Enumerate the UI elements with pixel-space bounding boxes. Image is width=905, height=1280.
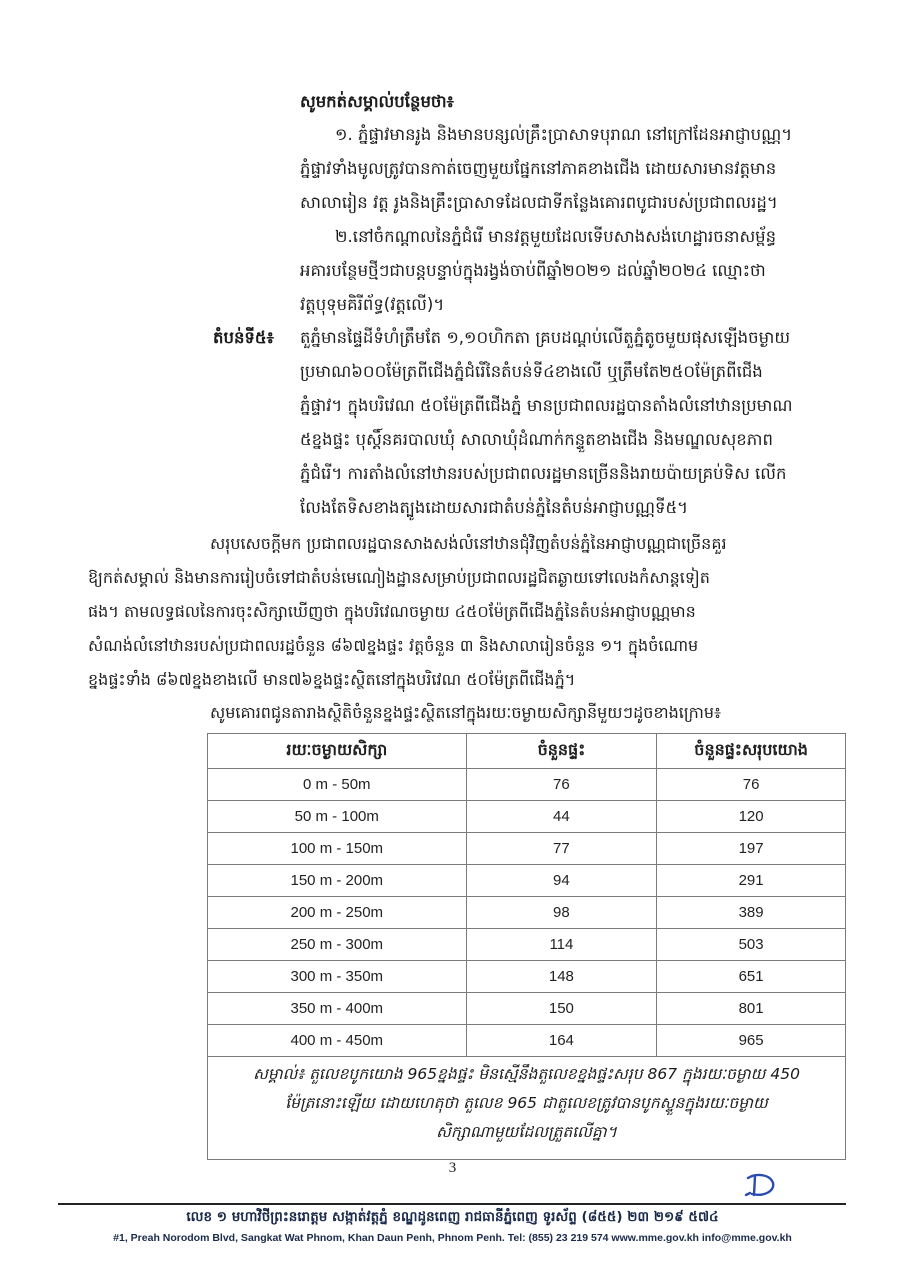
paragraph-line: ភ្នំផ្ទាវទាំងមូលត្រូវបានកាត់ចេញមួយផ្នែកនៅភាគខាងជើង ដោយសារមានវត្តមាន [300,159,777,178]
footer-divider [58,1203,846,1205]
cell-houses: 44 [466,801,657,833]
footer-address-english: #1, Preah Norodom Blvd, Sangkat Wat Phnom, Khan Daun Penh, Phnom Penh. Tel: (855) 23 219 574 www.mme.gov.kh info@mme.gov.kh [113,1232,792,1244]
table-row [208,897,846,929]
paragraph-line: សំណង់លំនៅឋានរបស់ប្រជាពលរដ្ឋចំនួន ៨៦៧ខ្នងផ្ទះ វត្តចំនួន ៣ និងសាលារៀនចំនួន ១។ ក្នុងចំណោម [88,636,699,655]
cell-distance: 250 m - 300m [208,929,467,961]
table-row [208,929,846,961]
paragraph-line: ខ្នងផ្ទះទាំង ៨៦៧ខ្នងខាងលើ មាន៧៦ខ្នងផ្ទះស្ថិតនៅក្នុងបរិវេណ ៥០ម៉ែត្រពីជើងភ្នំ។ [88,670,576,689]
cell-houses: 148 [466,961,657,993]
cell-cumulative: 389 [657,897,846,929]
cell-cumulative: 76 [657,769,846,801]
cell-houses: 114 [466,929,657,961]
section-heading: សូមកត់សម្គាល់បន្ថែមថា៖ [300,92,454,111]
distance-house-table [207,733,846,1057]
cell-distance: 350 m - 400m [208,993,467,1025]
cell-distance: 100 m - 150m [208,833,467,865]
cell-cumulative: 801 [657,993,846,1025]
paragraph-line: សូមគោរពជូនតារាងស្ថិតិចំនួនខ្នងផ្ទះស្ថិតនៅក្នុងរយៈចម្ងាយសិក្សានីមួយៗដូចខាងក្រោម៖ [210,703,722,722]
paragraph-line: តួភ្នំមានផ្ទៃដីទំហំត្រឹមតែ ១,១០ហិកតា គ្របដណ្ដប់លើតួភ្នំតូចមួយផុសឡើងចម្ងាយ [300,328,791,347]
footer-address-khmer: លេខ ១ មហាវិថីព្រះនរោត្តម សង្កាត់វត្តភ្នំ ខណ្ឌដូនពេញ រាជធានីភ្នំពេញ ទូរស័ព្ទ (៨៥៥) ២៣ ២១៩ ៥៧៤ [186,1209,719,1225]
cell-cumulative: 291 [657,865,846,897]
paragraph-line: ២.នៅចំកណ្ដាលនៃភ្នំជំរើ មានវត្តមួយដែលទើបសាងសង់ហេដ្ឋារចនាសម្ព័ន្ធ [335,227,777,246]
table-note [207,1052,846,1160]
page-number: 3 [448,1160,457,1176]
note-line: សម្គាល់៖ តួលេខបូកយោង 965ខ្នងផ្ទះ មិនស្មើនឹងតួលេខខ្នងផ្ទះសរុប 867 ក្នុងរយៈចម្ងាយ 450 [253,1065,800,1083]
cell-cumulative: 503 [657,929,846,961]
table-row [208,801,846,833]
note-line: សិក្សាណាមួយដែលត្រួតលើគ្នា។ [436,1123,617,1141]
cell-houses: 98 [466,897,657,929]
cell-cumulative: 651 [657,961,846,993]
cell-houses: 94 [466,865,657,897]
paragraph-line: សាលារៀន វត្ត រូងនិងគ្រឹះប្រាសាទដែលជាទីកន្លែងគោរពបូជារបស់ប្រជាពលរដ្ឋ។ [300,193,778,212]
paragraph-line: សរុបសេចក្ដីមក ប្រជាពលរដ្ឋបានសាងសង់លំនៅឋានជុំវិញតំបន់ភ្នំនៃអាជ្ញាបណ្ណជាច្រើនគួរ [210,534,727,553]
note-line: ម៉ែត្រនោះឡើយ ដោយហេតុថា តួលេខ 965 ជាតួលេខត្រូវបានបូកស្ទួនក្នុងរយៈចម្ងាយ [285,1094,768,1112]
paragraph-line: ផង។ តាមលទ្ធផលនៃការចុះសិក្សាឃើញថា ក្នុងបរិវេណចម្ងាយ ៤៥០ម៉ែត្រពីជើងភ្នំនៃតំបន់អាជ្ញាបណ្ណមាន [88,602,696,621]
cell-distance: 0 m - 50m [208,769,467,801]
table-row [208,961,846,993]
col-header-houses: ចំនួនផ្ទះ [466,734,657,769]
paragraph-line: វត្តបុទុមគិរីព័ទ្ធ(វត្តលើ)។ [300,295,445,314]
cell-houses: 76 [466,769,657,801]
cell-distance: 150 m - 200m [208,865,467,897]
paragraph-line: អគារបន្ថែមថ្មីៗជាបន្តបន្ទាប់ក្នុងរង្វង់ចាប់ពីឆ្នាំ២០២១ ដល់ឆ្នាំ២០២៤ ឈ្មោះថា [300,261,766,280]
table-row [208,769,846,801]
paragraph-line: ភ្នំជំរើ។ ការតាំងលំនៅឋានរបស់ប្រជាពលរដ្ឋមានច្រើននិងរាយប៉ាយគ្រប់ទិស លើក [300,464,787,483]
cell-distance: 50 m - 100m [208,801,467,833]
signature-initial-icon [742,1170,782,1200]
cell-houses: 150 [466,993,657,1025]
paragraph-line: ៥ខ្នងផ្ទះ បុស្តិ៍នគរបាលឃុំ សាលាឃុំដំណាក់កន្ទួតខាងជើង និងមណ្ឌលសុខភាព [300,430,773,449]
col-header-cumulative: ចំនួនផ្ទះសរុបយោង [657,734,846,769]
cell-distance: 200 m - 250m [208,897,467,929]
paragraph-line: ភ្នំផ្ទាវ។ ក្នុងបរិវេណ ៥០ម៉ែត្រពីជើងភ្នំ មានប្រជាពលរដ្ឋបានតាំងលំនៅឋានប្រមាណ [300,396,793,415]
cell-cumulative: 120 [657,801,846,833]
cell-houses: 77 [466,833,657,865]
zone-label: តំបន់ទី៥៖ [213,328,274,347]
paragraph-line: ប្រមាណ៦០០ម៉ែត្រពីជើងភ្នំជំរើនៃតំបន់ទី៤ខាងលើ ឬត្រឹមតែ២៥០ម៉ែត្រពីជើង [300,362,763,381]
table-row [208,865,846,897]
cell-distance: 300 m - 350m [208,961,467,993]
paragraph-line: ១. ភ្នំផ្ទាវមានរូង និងមានបន្សល់គ្រឹះប្រាសាទបុរាណ នៅក្រៅដែនអាជ្ញាបណ្ណ។ [335,125,793,144]
cell-distance: 400 m - 450m [208,1025,467,1057]
col-header-distance: រយៈចម្ងាយសិក្សា [208,734,467,769]
table-row [208,993,846,1025]
paragraph-line: លែងតែទិសខាងត្បូងដោយសារជាតំបន់ភ្នំនៃតំបន់អាជ្ញាបណ្ណទី៥។ [300,498,689,517]
cell-cumulative: 965 [657,1025,846,1057]
cell-cumulative: 197 [657,833,846,865]
table-row [208,833,846,865]
paragraph-line: ឱ្យកត់សម្គាល់ និងមានការរៀបចំទៅជាតំបន់មេណៀងដ្ឋានសម្រាប់ប្រជាពលរដ្ឋជិតឆ្ងាយទៅលេងកំសាន្តទៀត [88,568,710,587]
cell-houses: 164 [466,1025,657,1057]
table-header-row [208,734,846,769]
